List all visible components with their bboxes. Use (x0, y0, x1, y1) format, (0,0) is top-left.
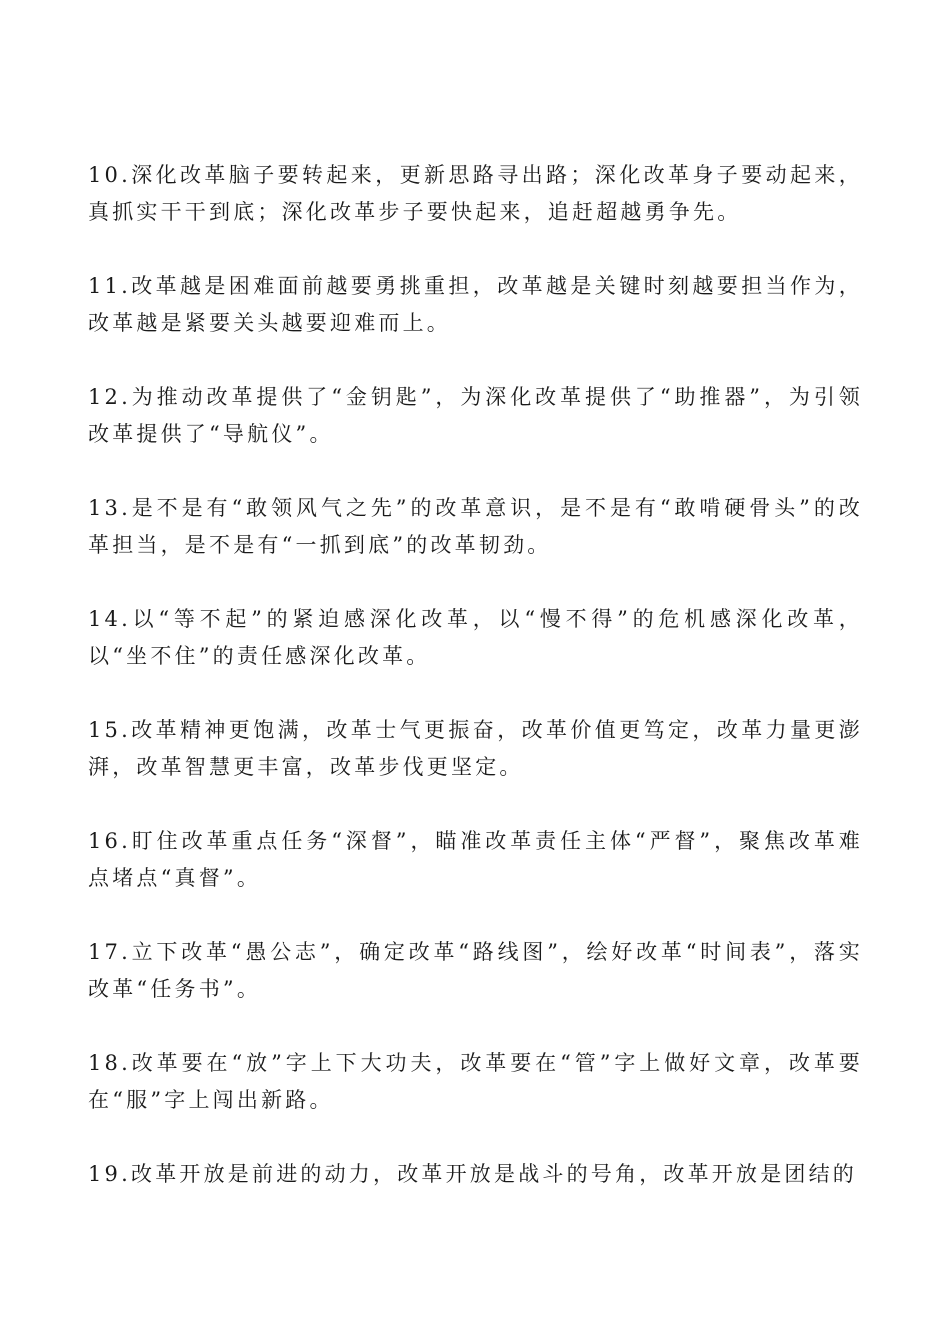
paragraph-item-14: 14.以“等不起”的紧迫感深化改革，以“慢不得”的危机感深化改革，以“坐不住”的责任感深化改革。 (88, 607, 863, 668)
paragraph-item-13: 13.是不是有“敢领风气之先”的改革意识，是不是有“敢啃硬骨头”的改革担当，是不是有“一抓到底”的改革韧劲。 (88, 496, 863, 557)
paragraph-item-11: 11.改革越是困难面前越要勇挑重担，改革越是关键时刻越要担当作为，改革越是紧要关头越要迎难而上。 (88, 274, 863, 335)
paragraph-item-18: 18.改革要在“放”字上下大功夫，改革要在“管”字上做好文章，改革要在“服”字上闯出新路。 (88, 1051, 863, 1112)
paragraph-item-15: 15.改革精神更饱满，改革士气更振奋，改革价值更笃定，改革力量更澎湃，改革智慧更丰富，改革步伐更坚定。 (88, 718, 863, 779)
document-body (88, 157, 863, 1230)
paragraph-item-19: 19.改革开放是前进的动力，改革开放是战斗的号角，改革开放是团结的 (88, 1162, 857, 1186)
paragraph-item-16: 16.盯住改革重点任务“深督”，瞄准改革责任主体“严督”，聚焦改革难点堵点“真督”。 (88, 829, 863, 890)
paragraph-item-17: 17.立下改革“愚公志”，确定改革“路线图”，绘好改革“时间表”，落实改革“任务书”。 (88, 940, 863, 1001)
paragraph-item-12: 12.为推动改革提供了“金钥匙”，为深化改革提供了“助推器”，为引领改革提供了“导航仪”。 (88, 385, 863, 446)
paragraph-item-10: 10.深化改革脑子要转起来，更新思路寻出路；深化改革身子要动起来，真抓实干干到底；深化改革步子要快起来，追赶超越勇争先。 (88, 163, 863, 224)
